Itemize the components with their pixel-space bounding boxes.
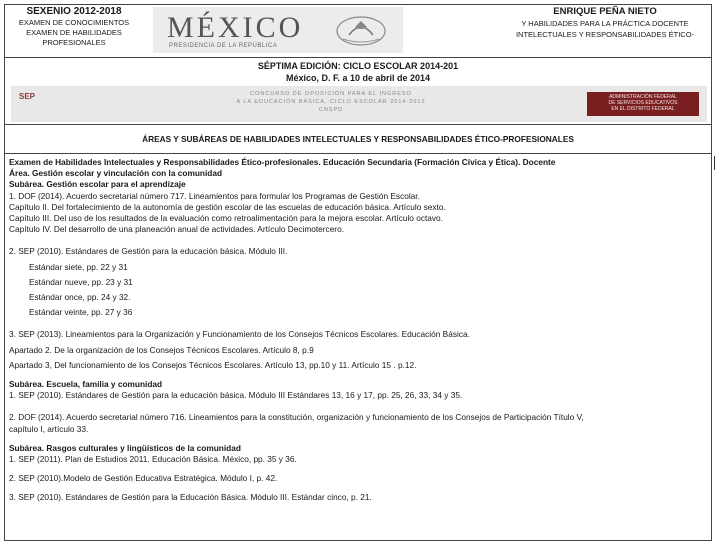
section-title-row xyxy=(5,125,712,154)
standard-item: Estándar once, pp. 24 y 32. xyxy=(29,292,131,303)
national-seal-icon xyxy=(329,13,393,49)
afsedf-badge xyxy=(587,92,699,116)
header-right-line1: Y HABILIDADES PARA LA PRÁCTICA DOCENTE xyxy=(521,19,689,28)
exam-conocimientos-label: EXAMEN DE CONOCIMIENTOS xyxy=(18,18,130,27)
edition-row xyxy=(5,58,712,125)
edition-block xyxy=(5,60,711,84)
banner-text-line1: CONCURSO DE OPOSICIÓN PARA EL INGRESO xyxy=(250,91,412,97)
mexico-logo-word: MÉXICO xyxy=(167,11,304,44)
document-sheet xyxy=(4,4,712,536)
reference-line: 2. SEP (2010). Estándares de Gestión para la educación básica. Módulo III. xyxy=(9,246,288,257)
mexico-logo-block xyxy=(153,7,403,53)
edition-title: SÉPTIMA EDICIÓN: CICLO ESCOLAR 2014-201 xyxy=(257,61,459,71)
document-frame xyxy=(4,4,712,541)
reference-line: 3. SEP (2013). Lineamientos para la Organización y Funcionamiento de los Consejos Técnicos Escolares. Educación Básica. xyxy=(9,329,470,340)
banner-text-line2: A LA EDUCACIÓN BÁSICA, CICLO ESCOLAR 2014-2015 xyxy=(236,99,426,105)
afsedf-badge-line3: EN EL DISTRITO FEDERAL xyxy=(611,106,675,112)
contest-banner xyxy=(11,86,707,122)
reference-line: Apartado 3, Del funcionamiento de los Consejos Técnicos Escolares. Artículo 13, pp.10 y 11. Artículo 15 . p.12. xyxy=(9,359,417,370)
president-name: ENRIQUE PEÑA NIETO xyxy=(553,6,657,17)
standard-item: Estándar veinte, pp. 27 y 36 xyxy=(29,307,133,318)
reference-line: Capítulo IV. Del desarrollo de una planeación anual de actividades. Artículo Decimotercero. xyxy=(9,224,344,235)
profesionales-label: PROFESIONALES xyxy=(42,38,106,47)
header-right-line2: INTELECTUALES Y RESPONSABILIDADES ÉTICO- xyxy=(515,30,695,39)
sep-logo: SEP xyxy=(19,92,36,101)
reference-line: 1. SEP (2010). Estándares de Gestión para la educación básica. Módulo III Estándares 13, 16 y 17, pp. 25, 26, 33, 34 y 35. xyxy=(9,390,463,401)
content-body xyxy=(5,154,711,504)
header-left-block xyxy=(9,6,139,48)
edition-date: México, D. F. a 10 de abril de 2014 xyxy=(285,73,431,83)
reference-line: Apartado 2. De la organización de los Consejos Técnicos Escolares. Artículo 8, p.9 xyxy=(9,344,314,355)
text-cursor xyxy=(714,156,715,170)
reference-line: 2. DOF (2014). Acuerdo secretarial número 716. Lineamientos para la constitución, organización y funcionamiento de los Consejos de Participación Título V, xyxy=(9,412,584,423)
afsedf-badge-line1: ADMINISTRACIÓN FEDERAL xyxy=(609,94,677,100)
reference-line: 1. DOF (2014). Acuerdo secretarial número 717. Lineamientos para formular los Programas de Gestión Escolar. xyxy=(9,190,420,201)
sexenio-label: SEXENIO 2012-2018 xyxy=(26,6,122,17)
header-row xyxy=(5,5,712,58)
reference-line: 1. SEP (2011). Plan de Estudios 2011. Educación Básica. México, pp. 35 y 36. xyxy=(9,454,297,465)
reference-line: Capítulo III. Del uso de los resultados de la evaluación como retroalimentación para la mejora escolar. Artículo octavo. xyxy=(9,213,443,224)
subarea-heading-3: Subárea. Rasgos culturales y lingüísticos de la comunidad xyxy=(9,442,241,453)
reference-line: 2. SEP (2010).Modelo de Gestión Educativa Estratégica. Módulo I, p. 42. xyxy=(9,473,278,484)
area-heading: Área. Gestión escolar y vinculación con la comunidad xyxy=(9,168,223,179)
subarea-heading-2: Subárea. Escuela, familia y comunidad xyxy=(9,379,163,390)
reference-line: capítulo I, artículo 33. xyxy=(9,423,89,434)
exam-title: Examen de Habilidades Intelectuales y Responsabilidades Ético-profesionales. Educación Secundaria (Formación Cívica y Ética). Docente xyxy=(9,157,556,167)
afsedf-badge-line2: DE SERVICIOS EDUCATIVOS xyxy=(608,100,678,106)
presidencia-label: PRESIDENCIA DE LA REPÚBLICA xyxy=(169,43,278,49)
reference-line: Capítulo II. Del fortalecimiento de la autonomía de gestión escolar de las escuelas de educación básica. Artículo sexto. xyxy=(9,201,446,212)
banner-text-line3: CNSPD xyxy=(318,107,344,113)
banner-text xyxy=(181,90,481,114)
section-title: ÁREAS Y SUBÁREAS DE HABILIDADES INTELECTUALES Y RESPONSABILIDADES ÉTICO-PROFESIONALES xyxy=(142,134,574,144)
standard-item: Estándar nueve, pp. 23 y 31 xyxy=(29,276,133,287)
content-row xyxy=(5,154,712,541)
subarea-heading-1: Subárea. Gestión escolar para el aprendizaje xyxy=(9,179,186,190)
exam-habilidades-label: EXAMEN DE HABILIDADES xyxy=(26,28,122,37)
header-right-block xyxy=(505,6,705,40)
reference-line: 3. SEP (2010). Estándares de Gestión para la Educación Básica. Módulo III. Estándar cinco, p. 21. xyxy=(9,492,372,503)
standard-item: Estándar siete, pp. 22 y 31 xyxy=(29,261,128,272)
